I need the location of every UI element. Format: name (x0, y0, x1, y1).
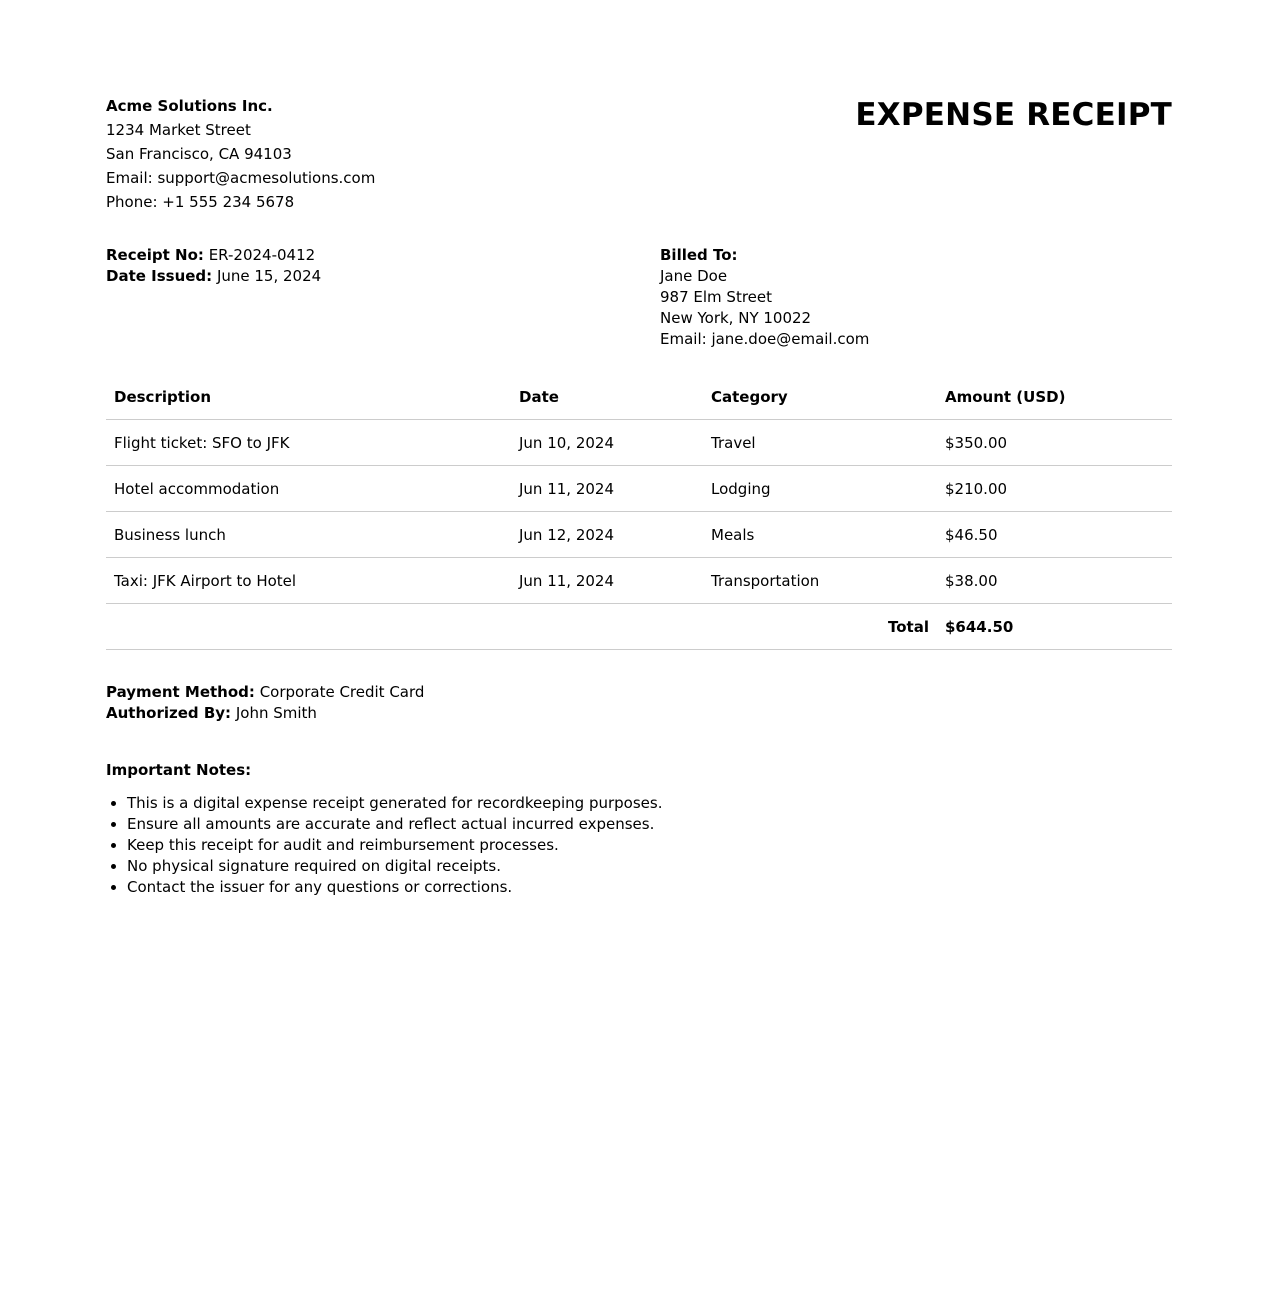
list-item: • Ensure all amounts are accurate and reflect actual incurred expenses. (127, 814, 662, 835)
column-header-date: Date (511, 374, 703, 420)
company-info (106, 94, 375, 214)
table-row (106, 466, 1172, 512)
table-row (106, 512, 1172, 558)
list-item: • Keep this receipt for audit and reimbursement processes. (127, 835, 662, 856)
column-header-category: Category (703, 374, 937, 420)
notes-list (106, 793, 662, 898)
cell-category: Transportation (703, 558, 937, 604)
company-phone: Phone: +1 555 234 5678 (106, 193, 295, 211)
date-issued-row (106, 266, 321, 287)
payment-method: Corporate Credit Card (259, 683, 425, 701)
document-title: EXPENSE RECEIPT (855, 97, 1172, 133)
date-issued: June 15, 2024 (216, 267, 322, 285)
cell-category: Travel (703, 420, 937, 466)
billed-to-name: Jane Doe (660, 267, 728, 285)
total-row (106, 604, 1172, 650)
company-name: Acme Solutions Inc. (106, 97, 273, 115)
list-item: • This is a digital expense receipt generated for recordkeeping purposes. (127, 793, 662, 814)
date-issued-label: Date Issued: (106, 267, 213, 285)
payment-method-label: Payment Method: (106, 683, 255, 701)
table-row (106, 558, 1172, 604)
cell-date: Jun 10, 2024 (511, 420, 703, 466)
list-item: • Contact the issuer for any questions or corrections. (127, 877, 662, 898)
cell-amount: $46.50 (937, 512, 1172, 558)
expense-table (106, 374, 1172, 650)
notes-title: Important Notes: (106, 761, 252, 779)
billed-to-email: Email: jane.doe@email.com (660, 330, 870, 348)
cell-amount: $38.00 (937, 558, 1172, 604)
cell-description: Taxi: JFK Airport to Hotel (106, 558, 511, 604)
receipt-number-row (106, 245, 321, 266)
billed-to-label: Billed To: (660, 246, 738, 264)
receipt-meta (106, 245, 321, 287)
billed-to-address-line1: 987 Elm Street (660, 288, 773, 306)
table-header-row (106, 374, 1172, 420)
table-row (106, 420, 1172, 466)
payment-method-row (106, 682, 424, 703)
cell-description: Hotel accommodation (106, 466, 511, 512)
total-amount: $644.50 (937, 604, 1172, 650)
cell-amount: $210.00 (937, 466, 1172, 512)
cell-description: Flight ticket: SFO to JFK (106, 420, 511, 466)
list-item: • No physical signature required on digital receipts. (127, 856, 662, 877)
authorized-by-label: Authorized By: (106, 704, 232, 722)
billed-to (660, 245, 869, 350)
company-address-line1: 1234 Market Street (106, 121, 251, 139)
cell-category: Meals (703, 512, 937, 558)
column-header-description: Description (106, 374, 511, 420)
column-header-amount: Amount (USD) (937, 374, 1172, 420)
payment-info (106, 682, 424, 724)
company-address-line2: San Francisco, CA 94103 (106, 145, 292, 163)
authorized-by-row (106, 703, 424, 724)
receipt-number-label: Receipt No: (106, 246, 204, 264)
cell-amount: $350.00 (937, 420, 1172, 466)
cell-category: Lodging (703, 466, 937, 512)
cell-date: Jun 11, 2024 (511, 466, 703, 512)
receipt-number: ER-2024-0412 (208, 246, 316, 264)
cell-date: Jun 12, 2024 (511, 512, 703, 558)
total-label: Total (106, 604, 937, 650)
authorized-by: John Smith (235, 704, 317, 722)
billed-to-address-line2: New York, NY 10022 (660, 309, 812, 327)
company-email: Email: support@acmesolutions.com (106, 169, 376, 187)
cell-date: Jun 11, 2024 (511, 558, 703, 604)
cell-description: Business lunch (106, 512, 511, 558)
